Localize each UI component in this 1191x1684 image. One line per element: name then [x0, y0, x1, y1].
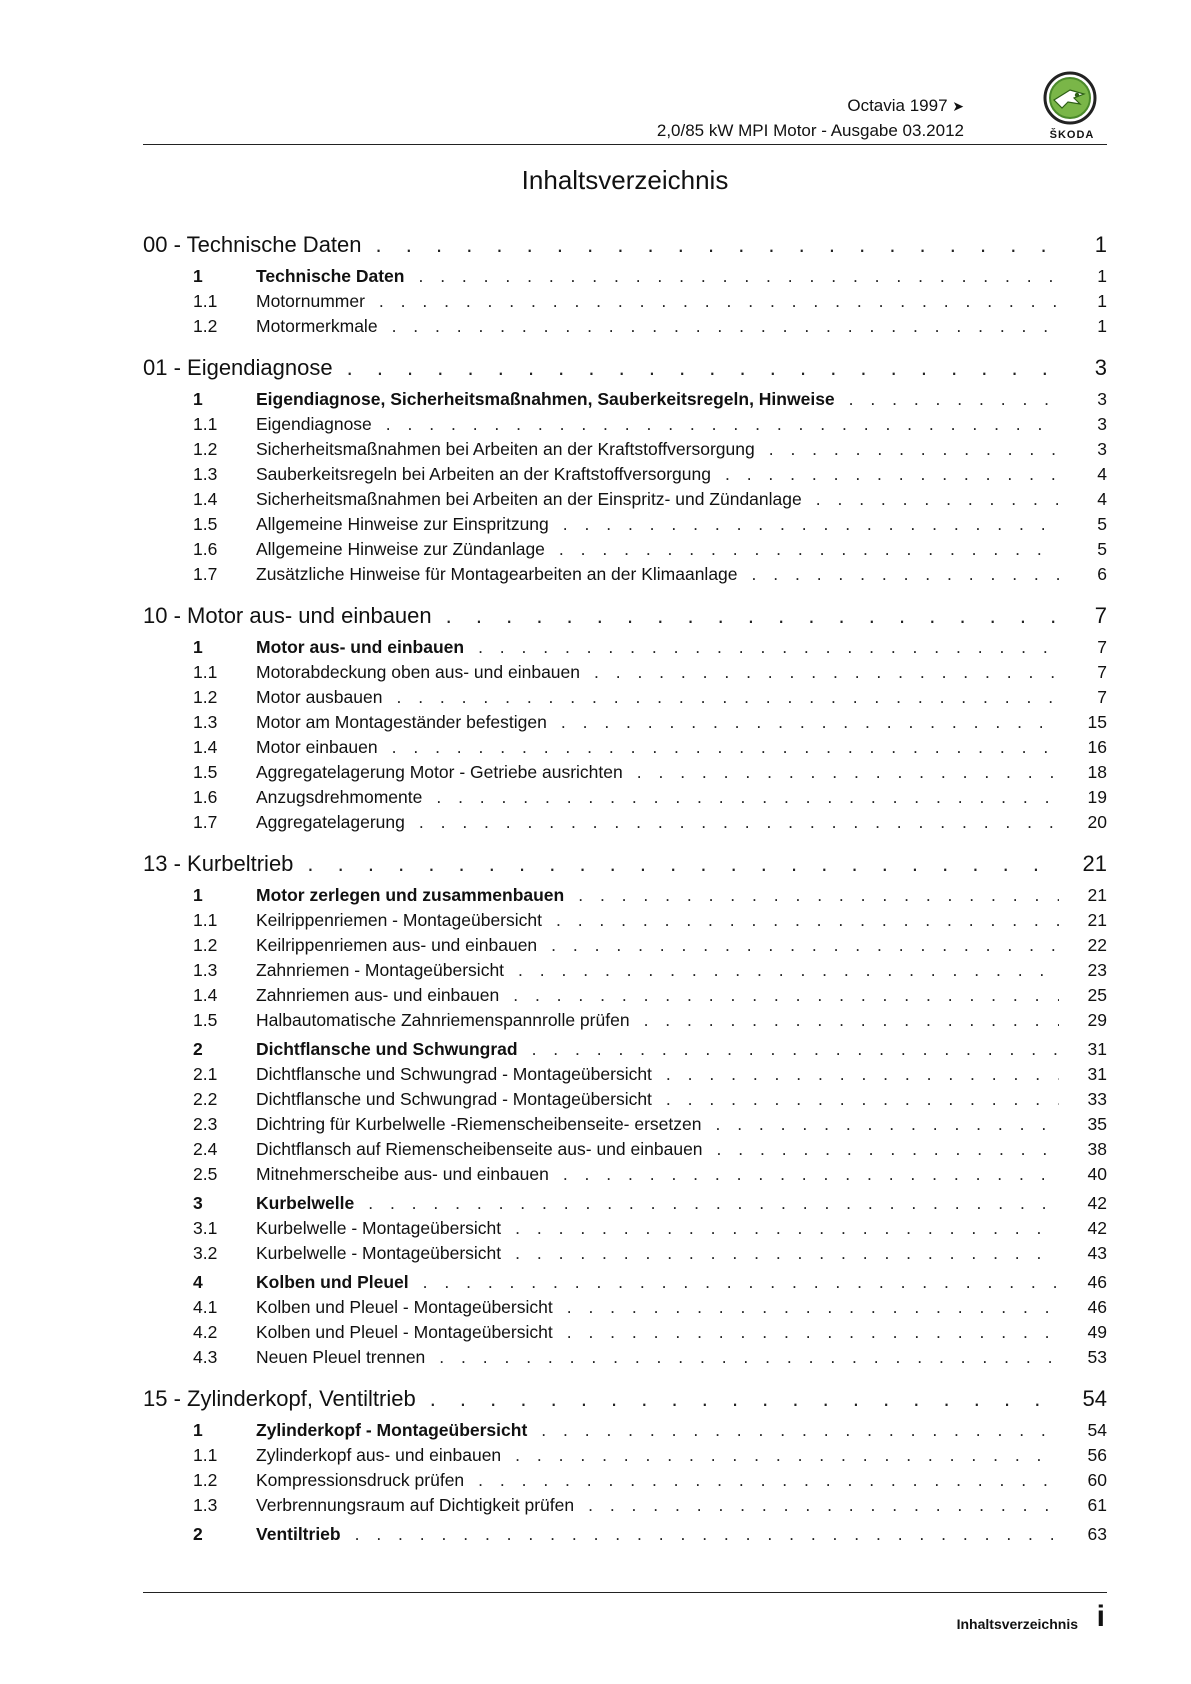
- toc-subsection[interactable]: [143, 412, 1107, 437]
- toc-number: 1.2: [193, 439, 218, 459]
- page-title: Inhaltsverzeichnis: [521, 165, 729, 195]
- toc-page-number: 54: [1087, 1420, 1107, 1440]
- toc-label: Zylinderkopf aus- und einbauen: [256, 1445, 502, 1465]
- toc-page-number: 7: [1097, 687, 1107, 707]
- toc-label: Allgemeine Hinweise zur Zündanlage: [256, 539, 545, 559]
- toc-leader-dots: [561, 710, 1059, 735]
- toc-section[interactable]: [143, 635, 1107, 660]
- toc-page-number: 31: [1087, 1064, 1107, 1084]
- toc-page-number: 43: [1087, 1243, 1107, 1263]
- toc-page-number: 33: [1087, 1089, 1107, 1109]
- toc-number: 2: [193, 1524, 203, 1544]
- toc-number: 1.2: [193, 687, 218, 707]
- footer-page-number: i: [1096, 1600, 1105, 1633]
- toc-page-number: 21: [1087, 885, 1107, 905]
- toc-label: 00 - Technische Daten: [143, 232, 362, 257]
- toc-page-number: 5: [1097, 539, 1107, 559]
- toc-subsection[interactable]: [143, 1162, 1107, 1187]
- footer-rule: [143, 1592, 1107, 1593]
- toc-number: 1.3: [193, 464, 218, 484]
- toc-label: Motor zerlegen und zusammenbauen: [256, 885, 565, 905]
- toc-page-number: 21: [1087, 910, 1107, 930]
- header-subtitle: 2,0/85 kW MPI Motor - Ausgabe 03.2012: [656, 121, 964, 140]
- toc-leader-dots: [307, 851, 1059, 877]
- toc-number: 1: [193, 266, 203, 286]
- toc-section[interactable]: [143, 1270, 1107, 1295]
- toc-subsection[interactable]: [143, 512, 1107, 537]
- toc-leader-dots: [588, 1493, 1059, 1518]
- toc-label: Verbrennungsraum auf Dichtigkeit prüfen: [256, 1495, 575, 1515]
- toc-number: 1.2: [193, 935, 218, 955]
- toc-label: Aggregatelagerung Motor - Getriebe ausrichten: [256, 762, 623, 782]
- toc-label: Dichtflansche und Schwungrad - Montageübersicht: [256, 1064, 652, 1084]
- toc-number: 1.1: [193, 291, 218, 311]
- toc-chapter[interactable]: [143, 1386, 1107, 1412]
- toc-leader-dots: [392, 735, 1059, 760]
- toc-number: 1: [193, 1420, 203, 1440]
- toc-number: 2: [193, 1039, 203, 1059]
- toc-leader-dots: [368, 1191, 1059, 1216]
- toc-leader-dots: [376, 232, 1059, 258]
- toc-leader-dots: [430, 1386, 1059, 1412]
- toc-page-number: 42: [1087, 1193, 1107, 1213]
- toc-page-number: 46: [1087, 1297, 1107, 1317]
- toc-number: 1: [193, 637, 203, 657]
- toc-leader-dots: [563, 512, 1059, 537]
- toc-page-number: 7: [1094, 603, 1107, 628]
- toc-leader-dots: [541, 1418, 1059, 1443]
- toc-page-number: 1: [1097, 266, 1107, 286]
- toc-leader-dots: [347, 355, 1059, 381]
- toc-number: 4: [193, 1272, 203, 1292]
- toc-number: 1.1: [193, 662, 218, 682]
- toc-page-number: 18: [1087, 762, 1107, 782]
- toc-leader-dots: [725, 462, 1059, 487]
- toc-leader-dots: [644, 1008, 1059, 1033]
- toc-leader-dots: [752, 562, 1059, 587]
- toc-label: 15 - Zylinderkopf, Ventiltrieb: [143, 1386, 416, 1411]
- toc-page-number: 31: [1087, 1039, 1107, 1059]
- toc-label: Kolben und Pleuel: [256, 1272, 409, 1292]
- toc-section[interactable]: [143, 1037, 1107, 1062]
- toc-label: 13 - Kurbeltrieb: [143, 851, 294, 876]
- toc-leader-dots: [436, 785, 1059, 810]
- toc-leader-dots: [515, 1241, 1059, 1266]
- toc-page-number: 49: [1087, 1322, 1107, 1342]
- toc-number: 2.2: [193, 1089, 218, 1109]
- toc-chapter[interactable]: [143, 851, 1107, 877]
- toc-subsection[interactable]: [143, 685, 1107, 710]
- toc-number: 2.4: [193, 1139, 218, 1159]
- toc-number: 1.1: [193, 1445, 218, 1465]
- toc-leader-dots: [556, 908, 1059, 933]
- toc-label: Zylinderkopf - Montageübersicht: [256, 1420, 528, 1440]
- toc-leader-dots: [418, 264, 1059, 289]
- toc-number: 1.7: [193, 564, 218, 584]
- toc-subsection[interactable]: [143, 562, 1107, 587]
- toc-number: 1.6: [193, 539, 218, 559]
- toc-label: Dichtflansch auf Riemenscheibenseite aus- und einbauen: [256, 1139, 703, 1159]
- toc-leader-dots: [478, 1468, 1059, 1493]
- toc-page-number: 54: [1082, 1386, 1107, 1411]
- toc-leader-dots: [563, 1162, 1059, 1187]
- toc-chapter[interactable]: [143, 232, 1107, 258]
- toc-label: Dichtflansche und Schwungrad - Montageübersicht: [256, 1089, 652, 1109]
- toc-page-number: 38: [1087, 1139, 1107, 1159]
- toc-number: 1: [193, 885, 203, 905]
- toc-page-number: 29: [1087, 1010, 1107, 1030]
- toc-leader-dots: [478, 635, 1059, 660]
- toc-page-number: 22: [1087, 935, 1107, 955]
- toc-subsection[interactable]: [143, 760, 1107, 785]
- toc-number: 1.6: [193, 787, 218, 807]
- toc-subsection[interactable]: [143, 289, 1107, 314]
- toc-label: Motorabdeckung oben aus- und einbauen: [256, 662, 580, 682]
- toc-subsection[interactable]: [143, 1295, 1107, 1320]
- toc-section[interactable]: [143, 387, 1107, 412]
- toc-section[interactable]: [143, 883, 1107, 908]
- toc-page-number: 1: [1094, 232, 1107, 257]
- toc-number: 4.1: [193, 1297, 218, 1317]
- arrow-right-icon: ➤: [952, 98, 964, 114]
- toc-page-number: 5: [1097, 514, 1107, 534]
- toc-subsection[interactable]: [143, 1008, 1107, 1033]
- toc-label: Aggregatelagerung: [256, 812, 405, 832]
- toc-label: Ventiltrieb: [256, 1524, 341, 1544]
- toc-subsection[interactable]: [143, 1493, 1107, 1518]
- toc-number: 1.5: [193, 762, 218, 782]
- toc-section[interactable]: [143, 1522, 1107, 1547]
- toc-label: Motor einbauen: [256, 737, 378, 757]
- toc-page-number: 4: [1097, 489, 1107, 509]
- toc-label: Dichtring für Kurbelwelle -Riemenscheibenseite- ersetzen: [256, 1114, 702, 1134]
- toc-section[interactable]: [143, 1418, 1107, 1443]
- toc-subsection[interactable]: [143, 487, 1107, 512]
- toc-page-number: 46: [1087, 1272, 1107, 1292]
- toc-page-number: 7: [1097, 662, 1107, 682]
- toc-page-number: 6: [1097, 564, 1107, 584]
- toc-page-number: 1: [1097, 316, 1107, 336]
- toc-label: Dichtflansche und Schwungrad: [256, 1039, 518, 1059]
- toc-label: Anzugsdrehmomente: [256, 787, 423, 807]
- toc-label: Halbautomatische Zahnriemenspannrolle prüfen: [256, 1010, 630, 1030]
- toc-subsection[interactable]: [143, 1345, 1107, 1370]
- toc-label: Kurbelwelle - Montageübersicht: [256, 1243, 502, 1263]
- toc-page-number: 7: [1097, 637, 1107, 657]
- toc-label: Kolben und Pleuel - Montageübersicht: [256, 1297, 553, 1317]
- toc-leader-dots: [386, 412, 1059, 437]
- toc-page-number: 63: [1087, 1524, 1107, 1544]
- toc-label: Kompressionsdruck prüfen: [256, 1470, 465, 1490]
- toc-label: Keilrippenriemen - Montageübersicht: [256, 910, 542, 930]
- toc-number: 4.3: [193, 1347, 218, 1367]
- toc-chapter[interactable]: [143, 355, 1107, 381]
- toc-page-number: 35: [1087, 1114, 1107, 1134]
- toc-leader-dots: [559, 537, 1059, 562]
- toc-label: Keilrippenriemen aus- und einbauen: [256, 935, 538, 955]
- toc-leader-dots: [515, 1443, 1059, 1468]
- toc-label: Motor aus- und einbauen: [256, 637, 465, 657]
- toc-number: 1.4: [193, 737, 218, 757]
- toc-page-number: 25: [1087, 985, 1107, 1005]
- toc-label: Mitnehmerscheibe aus- und einbauen: [256, 1164, 549, 1184]
- toc-label: Allgemeine Hinweise zur Einspritzung: [256, 514, 549, 534]
- toc-page-number: 15: [1087, 712, 1107, 732]
- toc-page-number: 1: [1097, 291, 1107, 311]
- toc-subsection[interactable]: [143, 1112, 1107, 1137]
- toc-subsection[interactable]: [143, 1137, 1107, 1162]
- toc-page-number: 56: [1087, 1445, 1107, 1465]
- toc-label: Eigendiagnose: [256, 414, 372, 434]
- toc-subsection[interactable]: [143, 735, 1107, 760]
- brand-wordmark: ŠKODA: [1049, 129, 1095, 141]
- toc-label: Kurbelwelle - Montageübersicht: [256, 1218, 502, 1238]
- toc-leader-dots: [849, 387, 1059, 412]
- toc-subsection[interactable]: [143, 1241, 1107, 1266]
- toc-subsection[interactable]: [143, 660, 1107, 685]
- toc-label: Motor ausbauen: [256, 687, 383, 707]
- toc-label: Neuen Pleuel trennen: [256, 1347, 426, 1367]
- toc-leader-dots: [355, 1522, 1059, 1547]
- toc-page-number: 3: [1097, 439, 1107, 459]
- toc-label: Motornummer: [256, 291, 365, 311]
- toc-leader-dots: [513, 983, 1059, 1008]
- toc-leader-dots: [816, 487, 1059, 512]
- toc-subsection[interactable]: [143, 785, 1107, 810]
- toc-leader-dots: [567, 1295, 1059, 1320]
- toc-number: 1.1: [193, 910, 218, 930]
- toc-section[interactable]: [143, 264, 1107, 289]
- toc-leader-dots: [518, 958, 1059, 983]
- toc-subsection[interactable]: [143, 1062, 1107, 1087]
- table-of-contents: [143, 232, 1107, 1547]
- toc-subsection[interactable]: [143, 933, 1107, 958]
- toc-number: 1.2: [193, 1470, 218, 1490]
- toc-label: Sauberkeitsregeln bei Arbeiten an der Kraftstoffversorgung: [256, 464, 711, 484]
- toc-page-number: 16: [1087, 737, 1107, 757]
- toc-page-number: 21: [1082, 851, 1107, 876]
- toc-page-number: 3: [1097, 389, 1107, 409]
- footer-label: Inhaltsverzeichnis: [956, 1616, 1078, 1632]
- toc-label: Sicherheitsmaßnahmen bei Arbeiten an der Kraftstoffversorgung: [256, 439, 755, 459]
- toc-subsection[interactable]: [143, 958, 1107, 983]
- toc-page-number: 53: [1087, 1347, 1107, 1367]
- toc-number: 1.4: [193, 985, 218, 1005]
- toc-subsection[interactable]: [143, 1320, 1107, 1345]
- toc-number: 1.4: [193, 489, 218, 509]
- header-model-text: Octavia 1997: [847, 96, 948, 115]
- toc-leader-dots: [578, 883, 1059, 908]
- toc-leader-dots: [532, 1037, 1059, 1062]
- toc-number: 3.1: [193, 1218, 218, 1238]
- header-model: [847, 96, 964, 116]
- toc-subsection[interactable]: [143, 710, 1107, 735]
- toc-page-number: 61: [1087, 1495, 1107, 1515]
- toc-subsection[interactable]: [143, 983, 1107, 1008]
- toc-number: 1.5: [193, 1010, 218, 1030]
- toc-page-number: 19: [1087, 787, 1107, 807]
- toc-page-number: 3: [1097, 414, 1107, 434]
- toc-label: Kurbelwelle: [256, 1193, 355, 1213]
- toc-subsection[interactable]: [143, 437, 1107, 462]
- toc-leader-dots: [423, 1270, 1059, 1295]
- toc-leader-dots: [392, 314, 1059, 339]
- toc-page-number: 3: [1094, 355, 1107, 380]
- toc-leader-dots: [379, 289, 1059, 314]
- toc-page-number: 20: [1087, 812, 1107, 832]
- toc-page-number: 40: [1087, 1164, 1107, 1184]
- toc-label: Technische Daten: [256, 266, 405, 286]
- toc-subsection[interactable]: [143, 1216, 1107, 1241]
- toc-leader-dots: [515, 1216, 1059, 1241]
- toc-number: 1.1: [193, 414, 218, 434]
- toc-label: Sicherheitsmaßnahmen bei Arbeiten an der Einspritz- und Zündanlage: [256, 489, 802, 509]
- toc-subsection[interactable]: [143, 1087, 1107, 1112]
- toc-number: 1.3: [193, 960, 218, 980]
- toc-leader-dots: [769, 437, 1059, 462]
- toc-page-number: 60: [1087, 1470, 1107, 1490]
- toc-number: 1.2: [193, 316, 218, 336]
- toc-number: 3.2: [193, 1243, 218, 1263]
- toc-leader-dots: [396, 685, 1059, 710]
- toc-label: Kolben und Pleuel - Montageübersicht: [256, 1322, 553, 1342]
- toc-label: Zahnriemen - Montageübersicht: [256, 960, 505, 980]
- toc-leader-dots: [567, 1320, 1059, 1345]
- toc-number: 1.3: [193, 712, 218, 732]
- toc-label: 01 - Eigendiagnose: [143, 355, 333, 380]
- toc-leader-dots: [594, 660, 1059, 685]
- toc-label: Motormerkmale: [256, 316, 378, 336]
- toc-leader-dots: [666, 1087, 1059, 1112]
- toc-number: 2.5: [193, 1164, 218, 1184]
- toc-number: 3: [193, 1193, 203, 1213]
- toc-number: 2.1: [193, 1064, 218, 1084]
- toc-subsection[interactable]: [143, 537, 1107, 562]
- toc-number: 1.3: [193, 1495, 218, 1515]
- toc-number: 1: [193, 389, 203, 409]
- toc-number: 1.7: [193, 812, 218, 832]
- toc-subsection[interactable]: [143, 810, 1107, 835]
- toc-subsection[interactable]: [143, 462, 1107, 487]
- header-rule: [143, 144, 1107, 145]
- toc-label: 10 - Motor aus- und einbauen: [143, 603, 432, 628]
- toc-number: 1.5: [193, 514, 218, 534]
- toc-page-number: 42: [1087, 1218, 1107, 1238]
- toc-leader-dots: [551, 933, 1059, 958]
- toc-leader-dots: [637, 760, 1059, 785]
- toc-label: Zahnriemen aus- und einbauen: [256, 985, 500, 1005]
- toc-section[interactable]: [143, 1191, 1107, 1216]
- toc-subsection[interactable]: [143, 908, 1107, 933]
- toc-leader-dots: [439, 1345, 1059, 1370]
- toc-leader-dots: [666, 1062, 1059, 1087]
- toc-subsection[interactable]: [143, 314, 1107, 339]
- toc-number: 2.3: [193, 1114, 218, 1134]
- toc-leader-dots: [419, 810, 1059, 835]
- toc-label: Zusätzliche Hinweise für Montagearbeiten an der Klimaanlage: [256, 564, 738, 584]
- toc-page-number: 23: [1087, 960, 1107, 980]
- toc-chapter[interactable]: [143, 603, 1107, 629]
- toc-leader-dots: [717, 1137, 1059, 1162]
- toc-leader-dots: [446, 603, 1059, 629]
- toc-subsection[interactable]: [143, 1468, 1107, 1493]
- toc-label: Eigendiagnose, Sicherheitsmaßnahmen, Sauberkeitsregeln, Hinweise: [256, 389, 835, 409]
- toc-subsection[interactable]: [143, 1443, 1107, 1468]
- toc-page-number: 4: [1097, 464, 1107, 484]
- toc-number: 4.2: [193, 1322, 218, 1342]
- toc-leader-dots: [715, 1112, 1059, 1137]
- toc-label: Motor am Montageständer befestigen: [256, 712, 547, 732]
